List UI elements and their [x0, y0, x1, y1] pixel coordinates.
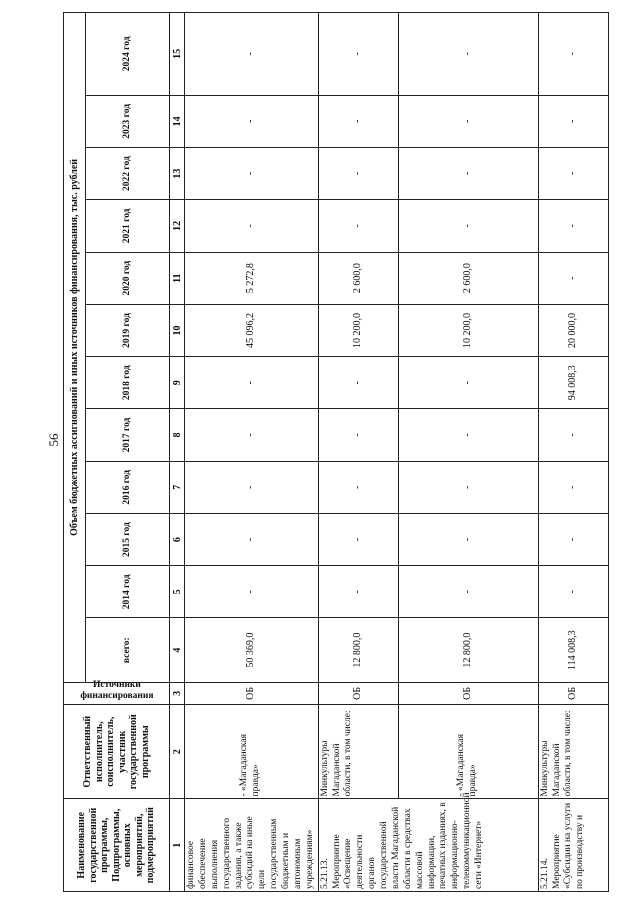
header-funding-source: Источники финансирования	[64, 682, 170, 704]
value-cell: -	[538, 200, 608, 252]
source-cell: ОБ	[398, 682, 538, 704]
column-number: 7	[170, 461, 185, 513]
value-cell: -	[318, 95, 398, 147]
total-cell: 114 008,3	[538, 618, 608, 682]
value-cell: 2 600,0	[398, 252, 538, 304]
header-year: 2015 год	[86, 513, 170, 565]
header-year: 2014 год	[86, 566, 170, 618]
page-number: 56	[46, 433, 61, 447]
column-number: 1	[170, 799, 185, 892]
source-cell: ОБ	[318, 682, 398, 704]
value-cell: -	[538, 409, 608, 461]
executor-cell: - «Магаданская правда»	[398, 704, 538, 799]
header-total: всего:	[86, 618, 170, 682]
value-cell: -	[318, 357, 398, 409]
header-executor: Ответственный исполнитель, соисполнитель, участник государственной программы	[64, 704, 170, 799]
column-number: 3	[170, 682, 185, 704]
header-year: 2022 год	[86, 147, 170, 199]
executor-cell: Минкультуры Магаданской области, в том числе:	[318, 704, 398, 799]
total-cell: 50 369,0	[185, 618, 319, 682]
header-year: 2020 год	[86, 252, 170, 304]
header-year: 2018 год	[86, 357, 170, 409]
value-cell: -	[318, 566, 398, 618]
table-row	[318, 13, 398, 892]
value-cell: -	[185, 409, 319, 461]
column-number: 9	[170, 357, 185, 409]
value-cell: -	[398, 357, 538, 409]
column-number: 6	[170, 513, 185, 565]
total-cell: 12 800,0	[398, 618, 538, 682]
value-cell: -	[318, 461, 398, 513]
column-number-row	[170, 13, 185, 892]
table-stage	[63, 12, 586, 892]
source-cell: ОБ	[538, 682, 608, 704]
column-number: 4	[170, 618, 185, 682]
header-program-name: Наименование государственной программы, Подпрограммы, основных мероприятий, подмероприятий	[64, 799, 170, 892]
value-cell: -	[398, 13, 538, 96]
program-name-cell: 5.21.13. Мероприятие «Освещение деятельности органов государственной власти Магаданской области в средствах массовой информации, печатных изданиях, в информационно-телекоммуникационной сети «Интернет»	[318, 799, 538, 892]
value-cell: -	[318, 513, 398, 565]
value-cell: -	[398, 200, 538, 252]
value-cell: -	[318, 147, 398, 199]
value-cell: -	[398, 409, 538, 461]
header-year: 2023 год	[86, 95, 170, 147]
value-cell: -	[398, 95, 538, 147]
executor-cell: Минкультуры Магаданской области, в том числе:	[538, 704, 608, 799]
value-cell: -	[318, 200, 398, 252]
value-cell: -	[538, 13, 608, 96]
value-cell: -	[538, 95, 608, 147]
value-cell: -	[538, 252, 608, 304]
program-name-cell: финансовое обеспечение выполнения государственного задания, а также субсидий на иные цели государственным бюджетным и автономным учреждениям»	[185, 799, 319, 892]
value-cell: -	[398, 461, 538, 513]
value-cell: 10 200,0	[398, 304, 538, 356]
header-budget-group: Объем бюджетных ассигнований и иных источников финансирования, тыс. рублей	[64, 13, 86, 683]
column-number: 13	[170, 147, 185, 199]
table-row	[185, 13, 319, 892]
value-cell: 94 008,3	[538, 357, 608, 409]
value-cell: -	[538, 513, 608, 565]
value-cell: -	[185, 200, 319, 252]
column-number: 11	[170, 252, 185, 304]
header-year: 2016 год	[86, 461, 170, 513]
value-cell: 10 200,0	[318, 304, 398, 356]
value-cell: 2 600,0	[318, 252, 398, 304]
value-cell: -	[398, 147, 538, 199]
header-year: 2024 год	[86, 13, 170, 96]
column-number: 10	[170, 304, 185, 356]
table-row	[538, 13, 608, 892]
column-number: 15	[170, 13, 185, 96]
value-cell: -	[318, 409, 398, 461]
value-cell: -	[398, 513, 538, 565]
value-cell: -	[538, 461, 608, 513]
value-cell: -	[185, 461, 319, 513]
value-cell: -	[538, 566, 608, 618]
value-cell: -	[185, 147, 319, 199]
value-cell: -	[185, 513, 319, 565]
column-number: 8	[170, 409, 185, 461]
executor-cell: - «Магаданская правда»	[185, 704, 319, 799]
value-cell: 45 096,2	[185, 304, 319, 356]
header-year: 2017 год	[86, 409, 170, 461]
column-number: 12	[170, 200, 185, 252]
value-cell: 5 272,8	[185, 252, 319, 304]
value-cell: -	[185, 357, 319, 409]
value-cell: -	[318, 13, 398, 96]
source-cell: ОБ	[185, 682, 319, 704]
program-name-cell: 5.21.14. Мероприятие «Субсидии на услуги по производству и	[538, 799, 608, 892]
value-cell: -	[185, 13, 319, 96]
column-number: 14	[170, 95, 185, 147]
value-cell: -	[538, 147, 608, 199]
value-cell: -	[185, 566, 319, 618]
value-cell: 20 000,0	[538, 304, 608, 356]
header-year: 2019 год	[86, 304, 170, 356]
header-year: 2021 год	[86, 200, 170, 252]
financing-table	[63, 12, 609, 892]
column-number: 2	[170, 704, 185, 799]
total-cell: 12 800,0	[318, 618, 398, 682]
value-cell: -	[398, 566, 538, 618]
column-number: 5	[170, 566, 185, 618]
table-row	[398, 13, 538, 892]
value-cell: -	[185, 95, 319, 147]
